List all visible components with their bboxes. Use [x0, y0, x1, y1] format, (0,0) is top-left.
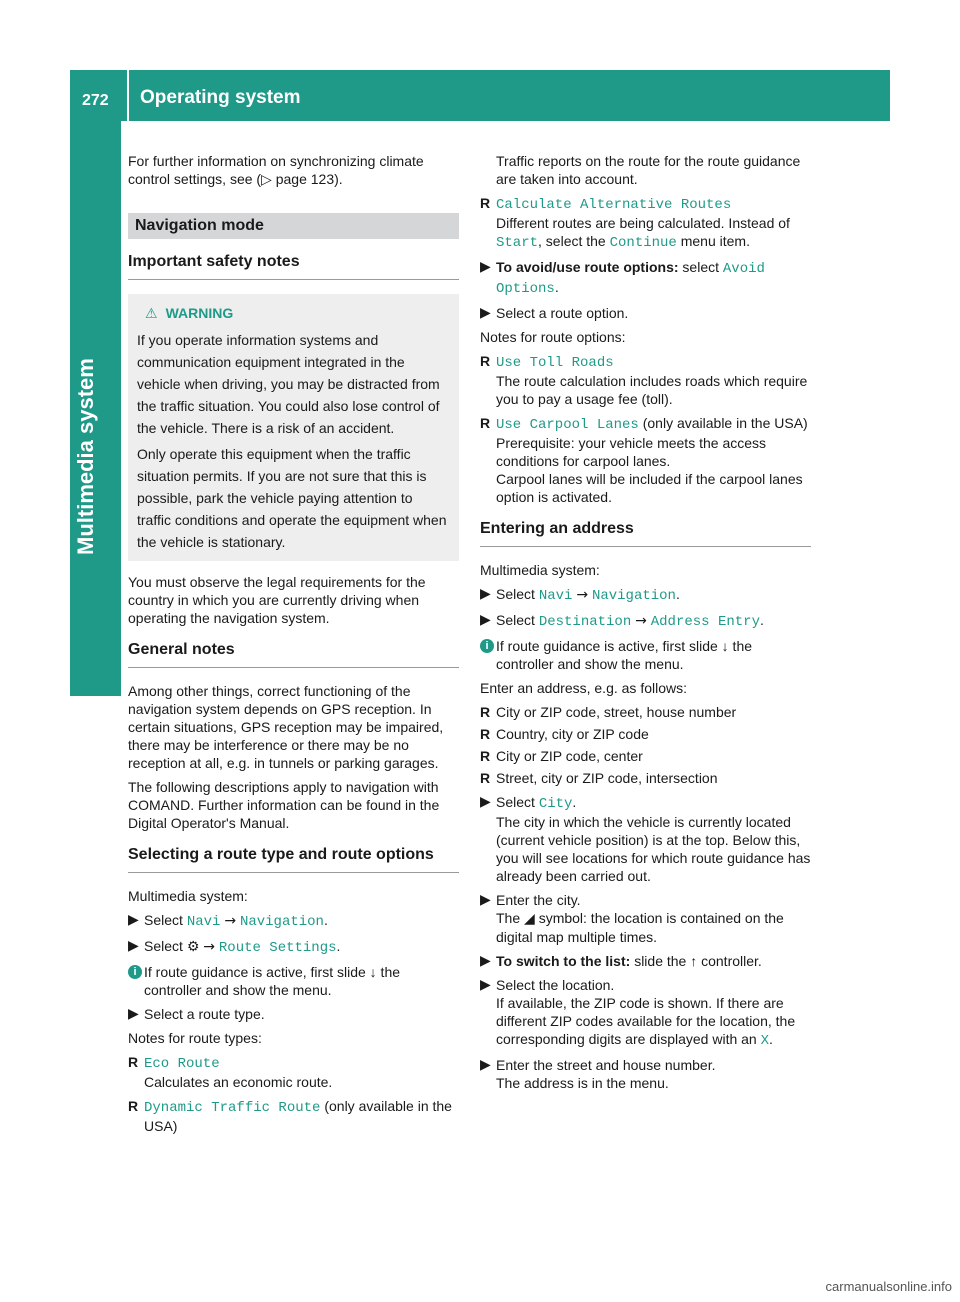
calc-desc: menu item.	[680, 233, 750, 249]
step-select-route-option	[480, 304, 811, 322]
zip-desc: If available, the ZIP code is shown. If there are different ZIP codes available for the location, the corresponding digits are displayed with an	[496, 995, 796, 1047]
menu-dynamic-route: Dynamic Traffic Route	[144, 1100, 321, 1116]
step-marker-icon: ▶	[480, 586, 491, 602]
info-text: If route guidance is active, first slide ↓ the controller and show the menu.	[144, 964, 401, 998]
symbol-desc: The	[496, 910, 521, 926]
arrow-icon: →	[224, 913, 237, 929]
step-text: slide the ↑ controller.	[634, 953, 762, 969]
route-type-eco	[128, 1053, 459, 1091]
menu-eco-route: Eco Route	[144, 1056, 220, 1072]
calc-desc: , select the	[538, 233, 606, 249]
mm-system-label: Multimedia system:	[480, 562, 600, 578]
arrow-icon: →	[203, 939, 215, 955]
step-select-navi: ▶ Select Navi → Navigation.	[480, 586, 680, 604]
bullet-marker: R	[480, 415, 491, 431]
route-option-carpool	[480, 414, 811, 506]
step-text: Select a route option.	[496, 305, 629, 321]
enter-address-intro: Enter an address, e.g. as follows:	[480, 680, 687, 696]
intro-paragraph: For further information on synchronizing climate control settings, see (▷ page 123).	[128, 153, 424, 187]
step-text: Select the location.	[496, 977, 615, 993]
warning-title: WARNING	[165, 305, 234, 321]
bullet-marker: R	[480, 195, 491, 211]
step-enter-city	[480, 891, 811, 946]
menu-avoid-options: Avoid Options	[496, 261, 765, 297]
dynamic-suffix: (only available in the USA)	[144, 1098, 452, 1134]
step-select-destination: ▶ Select Destination → Address Entry.	[480, 612, 764, 630]
bullet-marker: R	[480, 704, 491, 720]
step-select-navi: ▶ Select Navi → Navigation.	[128, 912, 328, 930]
step-text: Enter the street and house number.	[496, 1057, 716, 1073]
settings-icon: ⚙	[186, 939, 200, 955]
warning-text-1: If you operate information systems and communication equipment integrated in the vehicle when driving, you may be distracted from the traffic situation. You could also lose control of the vehicle. There is a risk of an accident.	[137, 332, 440, 436]
step-text: Enter the city.	[496, 892, 581, 908]
menu-start: Start	[496, 235, 539, 251]
step-enter-street	[480, 1056, 811, 1092]
entering-address-heading: Entering an address	[480, 520, 811, 547]
menu-destination: Destination	[538, 614, 632, 630]
address-option	[480, 725, 811, 743]
section-title: Operating system	[140, 87, 301, 108]
step-marker-icon: ▶	[480, 612, 491, 628]
info-note	[480, 637, 811, 673]
info-icon: i	[480, 639, 494, 653]
general-notes-p2: The following descriptions apply to navigation with COMAND. Further information can be found in the Digital Operator's Manual.	[128, 779, 440, 831]
page-number: 272	[82, 92, 109, 109]
menu-navigation: Navigation	[239, 914, 324, 930]
step-marker-icon: ▶	[480, 305, 491, 321]
warning-text-2: Only operate this equipment when the traffic situation permits. If you are not sure that this is possible, park the vehicle paying attention to traffic conditions and operate the equipment when the vehicle is stationary.	[137, 446, 447, 550]
step-text: select	[682, 259, 719, 275]
right-column	[480, 152, 811, 1098]
route-option-toll	[480, 352, 811, 408]
step-select-route-type	[128, 1005, 459, 1023]
bullet-marker: R	[128, 1098, 139, 1114]
step-marker-icon: ▶	[128, 938, 139, 954]
step-marker-icon: ▶	[480, 892, 491, 908]
mm-system-label: Multimedia system:	[128, 888, 248, 904]
step-marker-icon: ▶	[128, 1006, 139, 1022]
step-text: Select	[496, 612, 535, 628]
footer-watermark: carmanualsonline.info	[825, 1279, 952, 1294]
carpool-suffix: (only available in the USA)	[642, 415, 808, 431]
menu-navigation: Navigation	[591, 588, 676, 604]
step-bold-label: To avoid/use route options:	[496, 259, 679, 275]
general-notes-heading: General notes	[128, 641, 459, 668]
carpool-prereq: Prerequisite: your vehicle meets the access conditions for carpool lanes.	[496, 435, 767, 469]
step-select-location: ▶ Select the location. If available, the ZIP code is shown. If there are different ZIP codes available for the location, the corresponding digits are displayed with an X.	[480, 977, 796, 1049]
step-text: Select	[496, 794, 535, 810]
menu-navi: Navi	[538, 588, 573, 604]
route-type-calc-alt	[480, 194, 811, 252]
address-option-text: Street, city or ZIP code, intersection	[496, 770, 718, 786]
nav-mode-heading: Navigation mode	[128, 213, 459, 239]
address-option	[480, 703, 811, 721]
bullet-marker: R	[480, 770, 491, 786]
page-number-box	[70, 70, 129, 121]
menu-navi: Navi	[186, 914, 221, 930]
menu-use-carpool: Use Carpool Lanes	[496, 417, 639, 433]
step-switch-list	[480, 952, 811, 970]
info-icon: i	[128, 965, 142, 979]
notes-route-types: Notes for route types:	[128, 1030, 262, 1046]
route-type-dynamic	[128, 1097, 459, 1135]
menu-x: X	[760, 1033, 770, 1049]
notes-route-options: Notes for route options:	[480, 329, 626, 345]
bullet-marker: R	[480, 748, 491, 764]
address-option-text: City or ZIP code, street, house number	[496, 704, 737, 720]
step-select-route-settings: ▶ Select ⚙ → Route Settings.	[128, 938, 341, 956]
step-text: Select	[496, 586, 535, 602]
step-bold-label: To switch to the list:	[496, 953, 631, 969]
step-text: Select a route type.	[144, 1006, 265, 1022]
address-option	[480, 747, 811, 765]
address-option-text: City or ZIP code, center	[496, 748, 643, 764]
menu-route-settings: Route Settings	[218, 940, 337, 956]
bullet-marker: R	[480, 726, 491, 742]
street-desc: The address is in the menu.	[496, 1075, 669, 1091]
step-marker-icon: ▶	[480, 1057, 491, 1073]
traffic-desc: Traffic reports on the route for the route guidance are taken into account.	[496, 153, 801, 187]
step-text: Select	[144, 912, 183, 928]
page-header	[70, 70, 890, 121]
legal-paragraph: You must observe the legal requirements for the country in which you are currently driving when operating the navigation system.	[128, 574, 426, 626]
menu-continue: Continue	[609, 235, 677, 251]
step-marker-icon: ▶	[128, 912, 139, 928]
eco-desc: Calculates an economic route.	[144, 1074, 333, 1090]
menu-city: City	[538, 796, 573, 812]
bullet-marker: R	[480, 353, 491, 369]
step-text: Select	[144, 938, 183, 954]
bullet-marker: R	[128, 1054, 139, 1070]
menu-use-toll: Use Toll Roads	[496, 355, 614, 371]
calc-desc: Different routes are being calculated. Instead of	[496, 215, 790, 231]
address-option-text: Country, city or ZIP code	[496, 726, 649, 742]
general-notes-p1: Among other things, correct functioning of the navigation system depends on GPS reception. In certain situations, GPS reception may be impaired, there may be interference or there may be no reception at all, e.g. in tunnels or parking garages.	[128, 683, 444, 771]
route-heading: Selecting a route type and route options	[128, 846, 459, 873]
toll-desc: The route calculation includes roads which require you to pay a usage fee (toll).	[496, 373, 808, 407]
arrow-icon: →	[576, 587, 589, 603]
side-tab-label: Multimedia system	[73, 358, 98, 555]
left-column	[128, 152, 459, 1141]
menu-calc-alt: Calculate Alternative Routes	[496, 197, 732, 213]
warning-title-row	[137, 302, 450, 325]
warning-icon: ⚠	[145, 306, 158, 322]
step-marker-icon: ▶	[480, 259, 491, 275]
city-desc: The city in which the vehicle is currently located (current vehicle position) is at the top. Below this, you will see locations for which route guidance has already been carried out.	[496, 814, 811, 884]
step-marker-icon: ▶	[480, 977, 491, 993]
arrow-icon: →	[635, 613, 647, 629]
step-avoid-options: ▶ To avoid/use route options: select Avoid Options.	[480, 259, 765, 297]
step-select-city: ▶ Select City. The city in which the vehicle is currently located (current vehicle position) is at the top. Below this, you will see locations for which route guidance has already been carried out.	[480, 794, 811, 884]
info-note	[128, 963, 459, 999]
side-tab-marker	[70, 654, 121, 696]
safety-heading: Important safety notes	[128, 253, 459, 280]
step-marker-icon: ▶	[480, 794, 491, 810]
carpool-desc: Carpool lanes will be included if the carpool lanes option is activated.	[496, 471, 803, 505]
address-option	[480, 769, 811, 787]
warning-box	[128, 294, 459, 561]
menu-address-entry: Address Entry	[650, 614, 760, 630]
symbol-desc: symbol: the location is contained on the digital map multiple times.	[496, 910, 784, 945]
info-text: If route guidance is active, first slide ↓ the controller and show the menu.	[496, 638, 753, 672]
step-marker-icon: ▶	[480, 953, 491, 969]
triangle-symbol-icon: ◢	[524, 911, 535, 927]
